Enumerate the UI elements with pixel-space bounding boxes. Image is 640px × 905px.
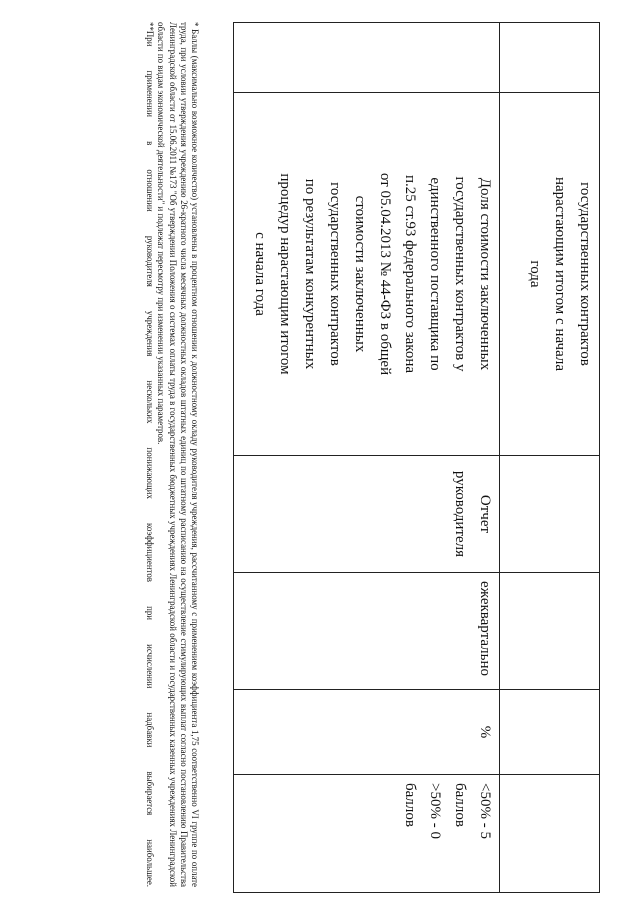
unit-text: % (477, 725, 493, 739)
indicator-line: единственного поставщика по (427, 177, 443, 371)
source-cell (500, 456, 600, 573)
period-text: ежеквартально (477, 581, 493, 676)
indicator-line: п.25 ст.93 федерального закона (402, 174, 418, 374)
period-cell (234, 573, 500, 690)
source-line: руководителя (452, 470, 468, 558)
period-cell (500, 573, 600, 690)
indicator-line: от 05.04.2013 № 44-ФЗ в общей (377, 172, 393, 376)
indicator-cell (500, 93, 600, 456)
number-cell (500, 23, 600, 93)
table-row (500, 23, 600, 893)
indicator-line: по результатам конкурентных (302, 178, 318, 370)
indicator-line: года (527, 260, 543, 288)
score-line: <50% - 5 баллов (452, 783, 493, 839)
footnotes (144, 22, 200, 887)
indicator-cell (234, 93, 500, 456)
footnote-1: * Баллы (максимально возможное количество) установлены в процентном отношении к должностному окладу руководителя учреждения, рассчитанному с применением коэффициента 1,75 соответственно VI группе по оплате труда, при условии утверждения учреждению 26-кратного числа месячных должностных окладов штатных единиц по штатному расписанию на осуществление стимулирующих выплат согласно постановлению Правительства Ленинградской области от 15.06.2011 №173 "Об утверждении Положения о системах оплаты труда в государственных бюджетных учреждениях Ленинградской области и государственных казенных учреждениях Ленинградской области по видам экономической деятельности" и подлежат пересмотру при изменении указанных параметров. (156, 22, 200, 887)
indicator-line: Доля стоимости заключенных (477, 177, 493, 371)
score-line: >50% - 0 баллов (402, 783, 443, 839)
indicator-line: стоимости заключенных (352, 195, 368, 353)
scores-cell (234, 775, 500, 893)
indicator-line: процедур нарастающим итогом (277, 173, 293, 375)
indicator-line: государственных контрактов (577, 182, 593, 366)
number-cell (234, 23, 500, 93)
table-row (234, 23, 500, 893)
indicator-line: нарастающим итогом с начала (552, 176, 568, 371)
footnote-2: **При применении в отношении руководителя учреждения нескольких понижающих коэффициентов при исчислении надбавки выбирается наибольшее. (145, 22, 156, 887)
indicator-line: государственных контрактов (327, 182, 343, 366)
criteria-table (233, 22, 600, 893)
unit-cell (500, 690, 600, 775)
indicator-line: с начала года (252, 232, 268, 316)
indicator-line: государственных контрактов у (452, 176, 468, 372)
scores-cell (500, 775, 600, 893)
source-cell (234, 456, 500, 573)
source-line: Отчет (477, 494, 493, 534)
unit-cell (234, 690, 500, 775)
